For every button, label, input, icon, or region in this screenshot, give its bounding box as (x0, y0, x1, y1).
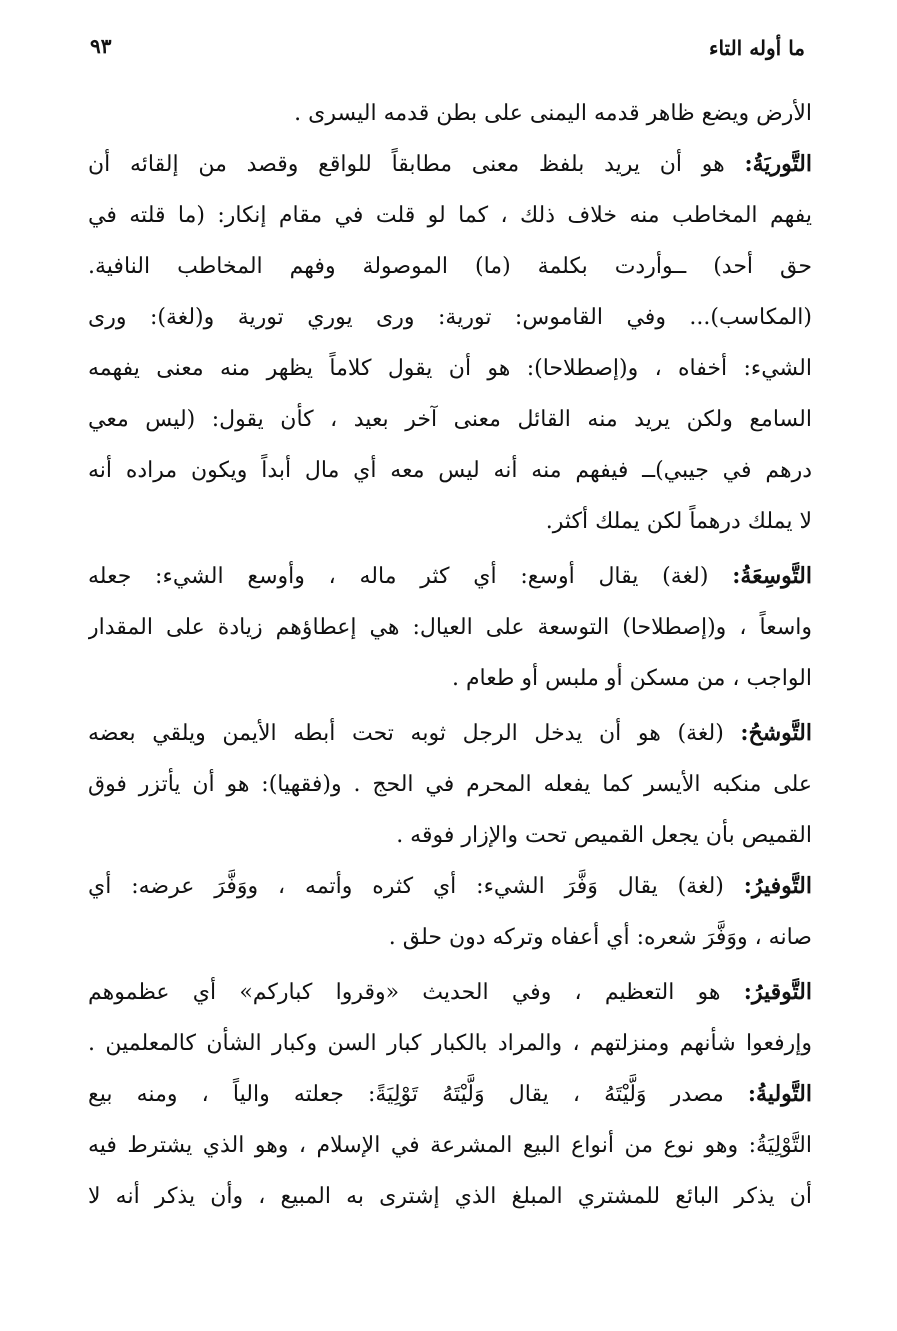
text-line (88, 708, 812, 759)
text-line (88, 343, 812, 394)
entry-term: التَّوقيرُ: (743, 979, 812, 1005)
running-title: ما أوله التاء (709, 36, 805, 60)
page-number: ٩٣ (90, 34, 112, 58)
text-line (88, 861, 812, 912)
text-line (88, 759, 812, 810)
text-line (88, 292, 812, 343)
text-line (88, 602, 812, 653)
text-line (88, 653, 812, 704)
line-text: واسعاً ، و(إصطلاحا) التوسعة على العيال: هي إعطاؤهم زيادة على المقدار (88, 615, 812, 640)
line-text: هو أن يريد بلفظ معنى مطابقاً للواقع وقصد من إلقائه أن (88, 152, 745, 177)
entry-term: التَّوريَةُ: (744, 151, 812, 177)
text-line (88, 445, 812, 496)
line-text: حق أحد) ــوأردت بكلمة (ما) الموصولة وفهم المخاطب النافية. (88, 254, 812, 279)
line-text: وإرفعوا شأنهم ومنزلتهم ، والمراد بالكبار كبار السن وكبار الشأن كالمعلمين . (88, 1031, 812, 1056)
page-header (90, 30, 805, 70)
page-body (88, 88, 812, 1222)
text-line (88, 190, 812, 241)
line-text: الواجب ، من مسكن أو ملبس أو طعام . (451, 666, 812, 691)
entry-term: التَّوليةُ: (747, 1081, 812, 1107)
line-text: الشيء: أخفاه ، و(إصطلاحا): هو أن يقول كلاماً يظهر منه معنى يفهمه (88, 356, 812, 381)
text-line (88, 1171, 812, 1222)
text-line (88, 496, 812, 547)
line-text: الأرض ويضع ظاهر قدمه اليمنى على بطن قدمه اليسرى . (294, 101, 812, 126)
text-line (88, 88, 812, 139)
line-text: السامع ولكن يريد منه القائل معنى آخر بعيد ، كأن يقول: (ليس معي (88, 407, 812, 432)
line-text: (لغة) يقال وَفَّرَ الشيء: أي كثره وأتمه ، ووَفَّرَ عرضه: أي (88, 874, 744, 899)
line-text: يفهم المخاطب منه خلاف ذلك ، كما لو قلت في مقام إنكار: (ما قلته في (88, 203, 812, 228)
line-text: أن يذكر البائع للمشتري المبلغ الذي إشترى به المبيع ، وأن يذكر أنه لا (88, 1184, 812, 1209)
entry-term: التَّوشحُ: (740, 720, 812, 746)
text-line (88, 1120, 812, 1171)
line-text: صانه ، ووَفَّرَ شعره: أي أعفاه وتركه دون حلق . (388, 925, 812, 950)
line-text: (لغة) يقال أوسع: أي كثر ماله ، وأوسع الشيء: جعله (88, 564, 733, 589)
text-line (88, 967, 812, 1018)
text-line (88, 241, 812, 292)
line-text: التَّوْلِيَةُ: وهو نوع من أنواع البيع المشرعة في الإسلام ، وهو الذي يشترط فيه (88, 1133, 812, 1158)
text-line (88, 139, 812, 190)
text-line (88, 551, 812, 602)
line-text: (المكاسب)... وفي القاموس: تورية: ورى يوري تورية و(لغة): ورى (88, 305, 812, 330)
text-line (88, 1018, 812, 1069)
line-text: درهم في جيبي)ــ فيفهم منه أنه ليس معه أي مال أبداً ويكون مراده أنه (88, 458, 812, 483)
line-text: هو التعظيم ، وفي الحديث «وقروا كباركم» أي عظموهم (88, 980, 744, 1005)
line-text: (لغة) هو أن يدخل الرجل ثوبه تحت أبطه الأيمن ويلقي بعضه (88, 721, 741, 746)
line-text: القميص بأن يجعل القميص تحت والإزار فوقه . (396, 823, 812, 848)
text-line (88, 1069, 812, 1120)
line-text: على منكبه الأيسر كما يفعله المحرم في الحج . و(فقهيا): هو أن يأتزر فوق (88, 772, 812, 797)
line-text: مصدر وَلَّيْتَهُ ، يقال وَلَّيْتَهُ تَوْلِيَةً: جعلته والياً ، ومنه بيع (88, 1082, 748, 1107)
text-line (88, 912, 812, 963)
entry-term: التَّوسِعَةُ: (732, 563, 812, 589)
entry-term: التَّوفيرُ: (743, 873, 812, 899)
line-text: لا يملك درهماً لكن يملك أكثر. (545, 509, 812, 534)
text-line (88, 810, 812, 861)
text-line (88, 394, 812, 445)
